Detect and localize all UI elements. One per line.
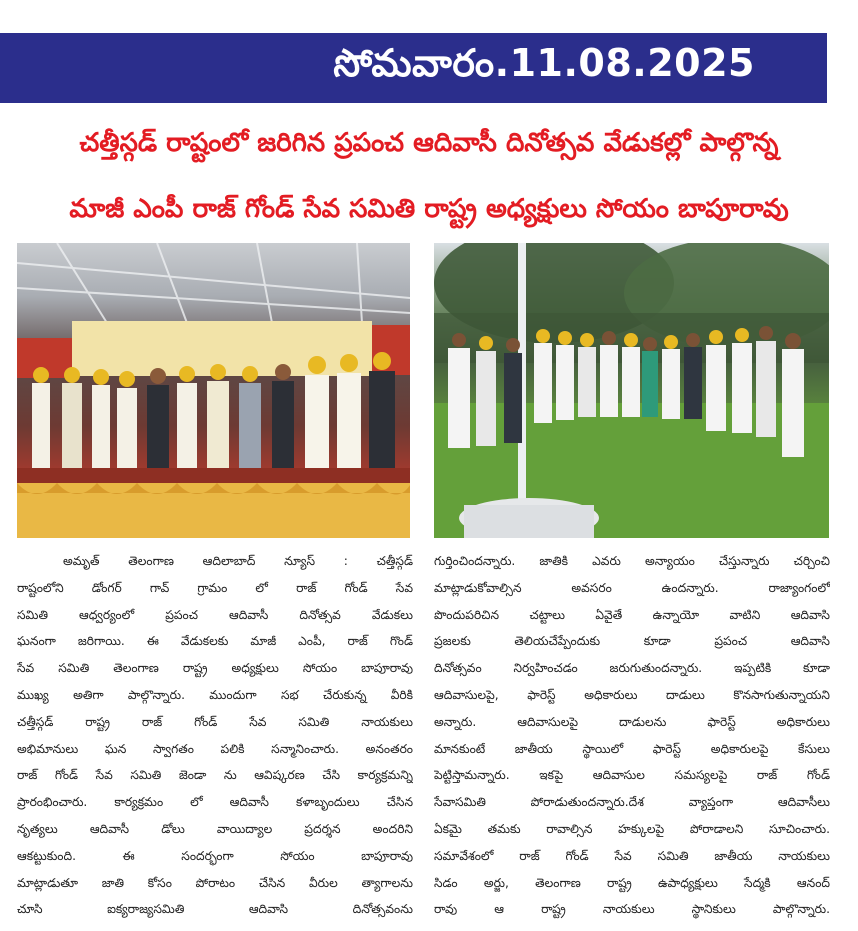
article-line: దినోత్సవం నిర్వహించడం జరుగుతుందన్నారు. ఇప్పటికి కూడా [434, 661, 830, 676]
headline-line-1: చత్తీస్గడ్ రాష్టంలో జరిగిన ప్రపంచ ఆదివాసీ దినోత్సవ వేడుకల్లో పాల్గొన్న [79, 128, 779, 158]
article-line: రాజ్ గోండ్ సేవ సమితి జెండా ను ఆవిష్కరణ చేసి కార్యక్రమన్ని [17, 768, 413, 783]
headline-line-2: మాజీ ఎంపీ రాజ్ గోండ్ సేవ సమితి రాష్ట్ర అధ్యక్షులు సోయం బాపూరావు [69, 194, 789, 224]
article-line: గుర్తించిందన్నారు. జాతికి ఎవరు అన్యాయం చేస్తున్నారు చర్చించి [434, 554, 830, 568]
article-column-right [434, 548, 830, 923]
article-column-left [17, 548, 413, 923]
article-line: ప్రారంభించారు. కార్యక్రమం లో ఆదివాసీ కళాబృందులు చేసిన [17, 795, 413, 810]
article-line: పొందుపరిచిన చట్టాలు ఏవైతే ఉన్నాయో వాటిని ఆదివాసి [434, 607, 830, 622]
article-line: ప్రజలకు తెలియచేప్పేందుకు కూడా ప్రపంచ ఆదివాసి [434, 634, 830, 649]
event-stage-photo [17, 243, 410, 538]
article-line: ఆకట్టుకుంది. ఈ సందర్భంగా సోయం బాపూరావు [17, 848, 413, 863]
article-line: మానకుంటే జాతీయ స్థాయిలో ఫారెస్ట్ అధికారులపై కేసులు [434, 741, 830, 756]
article-line: సేవ సమితి తెలంగాణ రాష్ట్ర అధ్యక్షులు సోయం బాపూరావు [17, 661, 413, 676]
article-line: అన్నారు. ఆదివాసులపై దాడులను ఫారెస్ట్ అధికారులు [434, 714, 830, 729]
article-line: సేవాసమితి పోరాడుతుందన్నారు.దేశ వ్యాప్తంగా ఆదివాసీలు [434, 795, 830, 810]
article-line: రావు ఆ రాష్ట్ర నాయకులు స్థానికులు పాల్గొన్నారు. [434, 902, 830, 917]
article-line: మాట్లాడుతూ జాతి కోసం పోరాటం చేసిన వీరుల త్యాగాలను [17, 875, 413, 890]
article-line: మాట్లాడుకోవాల్సిన అవసరం ఉందన్నారు. రాజ్యాంగంలో [434, 580, 830, 595]
flag-photo-illustration [434, 243, 829, 538]
flag-hoisting-photo [434, 243, 829, 538]
article-line: పెట్టిస్తామన్నారు. ఇకపై ఆదివాసుల సమస్యలపై రాజ్ గోండ్ [434, 768, 830, 783]
article-line: రాష్టంలోని డోంగర్ గావ్ గ్రామం లో రాజ్ గోండ్ సేవ [17, 580, 413, 595]
article-line: సిడం అర్జు, తెలంగాణ రాష్ట్ర ఉపాధ్యక్షులు సేద్మకి ఆనంద్ [434, 875, 830, 890]
article-line: నృత్యలు ఆదివాసీ డోలు వాయిద్యాల ప్రదర్శన అందరిని [17, 821, 413, 836]
article-line: చూసి ఐక్యరాజ్యసమితి ఆదివాసి దినోత్సవంను [17, 902, 413, 917]
article-line: చత్తీస్గడ్ రాష్ట్ర రాజ్ గోండ్ సేవ సమితి నాయకులు [17, 714, 413, 729]
date-banner [0, 33, 827, 103]
article-line: ఆదివాసులపై, ఫారెస్ట్ అధికారులు దాడులు కొనసాగుతున్నాయని [434, 687, 830, 702]
article-line: సమితి ఆధ్వర్యంలో ప్రపంచ ఆదివాసీ దినోత్సవ వేడుకలు [17, 607, 413, 622]
article-line: అమృత్ తెలంగాణ ఆదిలాబాద్ న్యూస్ : చత్తీస్గడ్ [63, 554, 413, 568]
article-line: ఏకమై తమకు రావాల్సిన హక్కులపై పోరాడాలని సూచించారు. [434, 821, 830, 836]
date-text: సోమవారం.11.08.2025 [333, 41, 755, 85]
article-line: సమావేశంలో రాజ్ గోండ్ సేవ సమితి జాతీయ నాయకులు [434, 848, 830, 863]
stage-photo-illustration [17, 243, 410, 538]
article-line: ముఖ్య అతిగా పాల్గొన్నారు. ముందుగా సభ చేరుకున్న వీరికి [17, 687, 413, 702]
article-line: అభిమానులు ఘన స్వాగతం పలికి సన్మానించారు. అనంతరం [17, 741, 413, 756]
article-line: ఘనంగా జరిగాయి. ఈ వేడుకలకు మాజీ ఎంపీ, రాజ్ గొండ్ [17, 634, 413, 649]
